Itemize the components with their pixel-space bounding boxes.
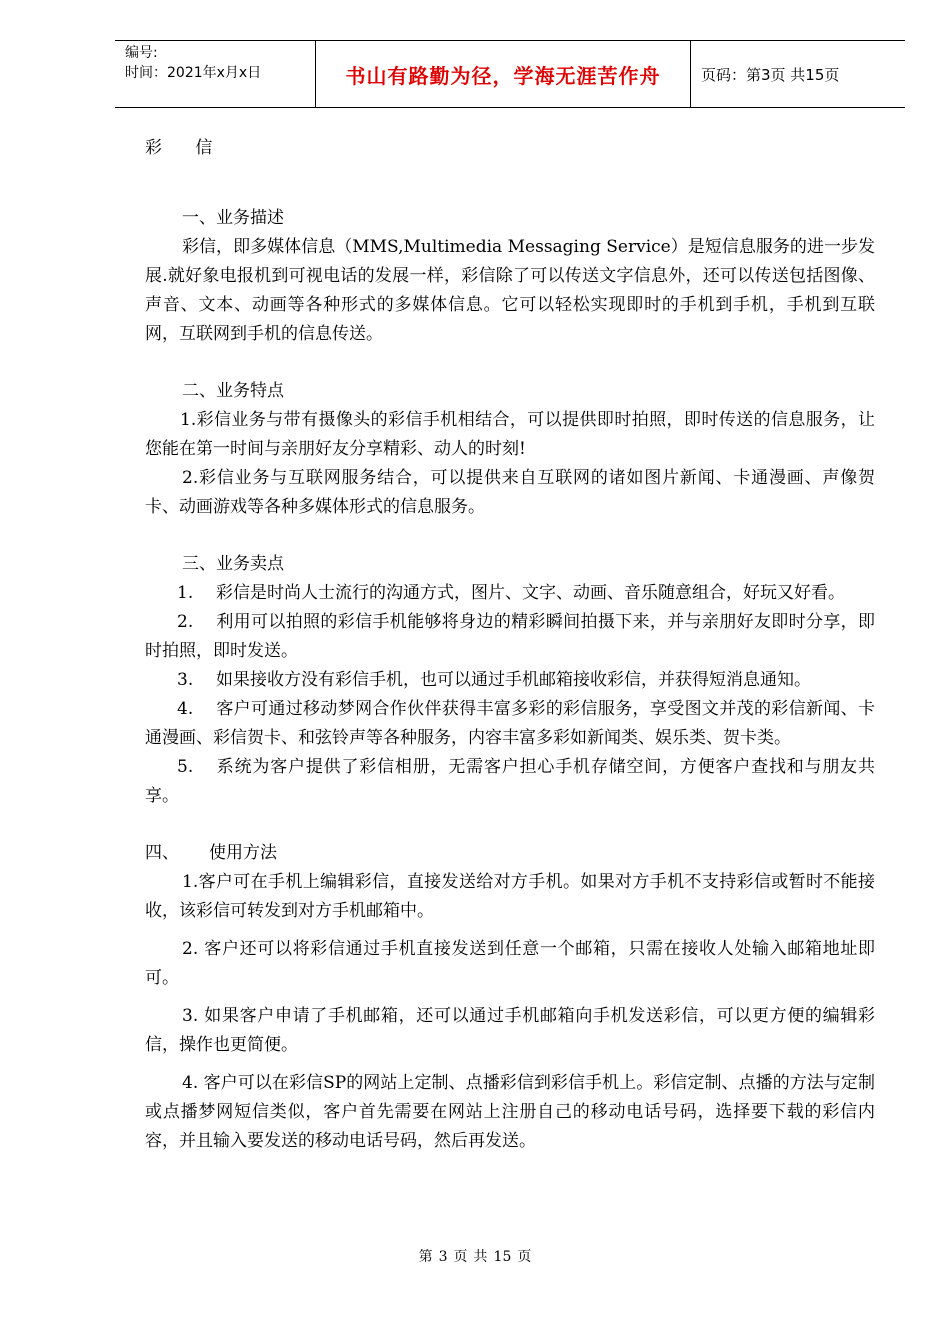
number-label: 编号: [125,45,158,61]
page-info: 页码：第3页 共15页 [701,65,840,84]
section-heading: 一、业务描述 [182,208,284,228]
motto: 书山有路勤为径，学海无涯苦作舟 [316,41,691,107]
list-item [145,579,875,608]
document-title: 彩 信 [145,138,227,158]
header-meta [115,41,316,107]
page-header [115,40,905,108]
list-item [145,753,875,811]
item-text: 利用可以拍照的彩信手机能够将身边的精彩瞬间拍摄下来，并与亲朋好友即时分享，即时拍照，即时发送。 [145,612,875,661]
time-label: 时间：2021年x月x日 [125,65,262,81]
footer-page-number: 3 [438,1249,448,1265]
list-item [145,666,875,695]
page-footer [0,1246,950,1266]
item-text: 如果接收方没有彩信手机，也可以通过手机邮箱接收彩信，并获得短消息通知。 [216,670,811,690]
section-heading: 二、业务特点 [182,381,284,401]
heading-text: 使用方法 [209,843,277,863]
item-text: 彩信是时尚人士流行的沟通方式，图片、文字、动画、音乐随意组合，好玩又好看。 [216,583,845,603]
paragraph: 3. 如果客户申请了手机邮箱，还可以通过手机邮箱向手机发送彩信，可以更方便的编辑彩信，操作也更简便。 [145,1006,875,1055]
paragraph: 1.彩信业务与带有摄像头的彩信手机相结合，可以提供即时拍照，即时传送的信息服务，让您能在第一时间与亲朋好友分享精彩、动人的时刻! [145,410,875,459]
list-item [145,608,875,666]
footer-total-number: 15 [493,1249,512,1265]
section-heading [145,839,875,868]
document-body [145,132,875,1184]
item-text: 系统为客户提供了彩信相册，无需客户担心手机存储空间，方便客户查找和与朋友共享。 [145,757,875,806]
section-heading: 三、业务卖点 [182,554,284,574]
paragraph: 2.彩信业务与互联网服务结合，可以提供来自互联网的诸如图片新闻、卡通漫画、声像贺卡、动画游戏等各种多媒体形式的信息服务。 [145,468,875,517]
section-description [145,204,875,349]
item-number: 2. [177,612,194,632]
item-number: 3. [177,670,194,690]
item-text: 客户可通过移动梦网合作伙伴获得丰富多彩的彩信服务，享受图文并茂的彩信新闻、卡通漫画、彩信贺卡、和弦铃声等各种服务，内容丰富多彩如新闻类、娱乐类、贺卡类。 [145,699,875,748]
footer-total-unit: 页 [517,1249,532,1265]
paragraph: 彩信，即多媒体信息（MMS,Multimedia Messaging Service）是短信息服务的进一步发展.就好象电报机到可视电话的发展一样，彩信除了可以传送文字信息外，还可以传送包括图像、声音、文本、动画等各种形式的多媒体信息。它可以轻松实现即时的手机到手机，手机到互联网，互联网到手机的信息传送。 [145,237,875,344]
item-number: 5. [177,757,194,777]
section-selling-points [145,550,875,811]
list-item [145,695,875,753]
heading-number: 四、 [145,843,179,863]
section-features [145,377,875,522]
paragraph: 4. 客户可以在彩信SP的网站上定制、点播彩信到彩信手机上。彩信定制、点播的方法与定制或点播梦网短信类似，客户首先需要在网站上注册自己的移动电话号码，选择要下载的彩信内容，并且输入要发送的移动电话号码，然后再发送。 [145,1073,875,1151]
item-number: 1. [177,583,194,603]
paragraph: 2. 客户还可以将彩信通过手机直接发送到任意一个邮箱，只需在接收人处输入邮箱地址即可。 [145,939,875,988]
footer-page-label: 第 [418,1249,433,1265]
section-usage [145,839,875,1156]
footer-total-label: 共 [473,1249,488,1265]
footer-page-unit: 页 [453,1249,468,1265]
item-number: 4. [177,699,194,719]
paragraph: 1.客户可在手机上编辑彩信，直接发送给对方手机。如果对方手机不支持彩信或暂时不能接收，该彩信可转发到对方手机邮箱中。 [145,872,875,921]
